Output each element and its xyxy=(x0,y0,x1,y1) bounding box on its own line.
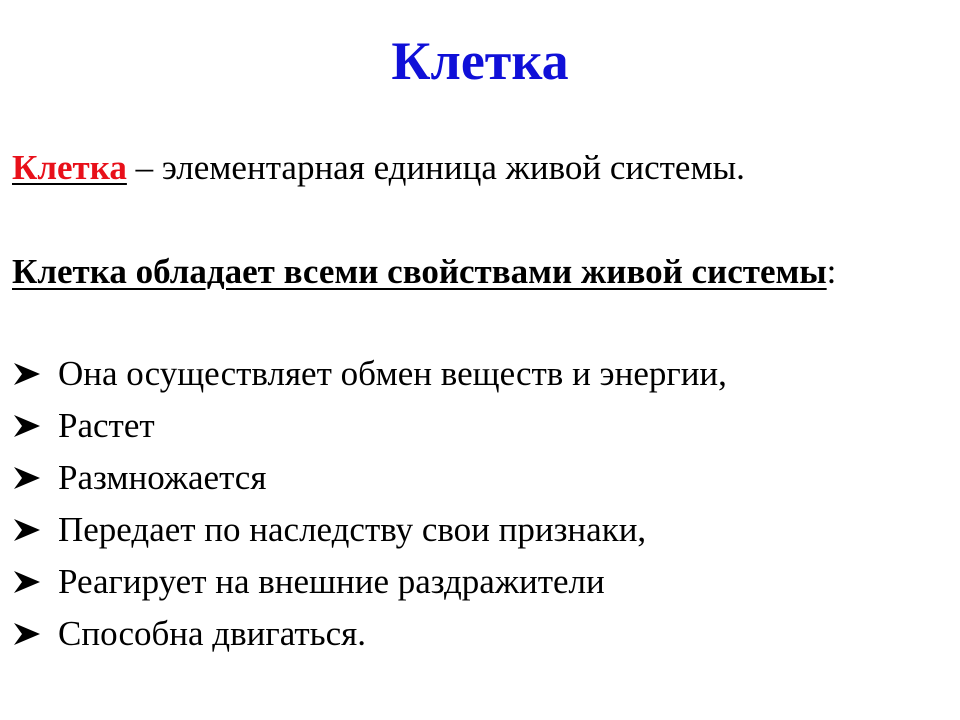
properties-heading-suffix: : xyxy=(826,252,837,291)
list-item-text: Передает по наследству свои признаки, xyxy=(58,510,647,549)
list-item xyxy=(12,348,942,400)
arrow-bullet-icon xyxy=(12,400,58,452)
properties-heading-text: Клетка обладает всеми свойствами живой системы xyxy=(12,252,827,291)
list-item-text: Она осуществляет обмен веществ и энергии, xyxy=(58,354,727,393)
list-item xyxy=(12,556,942,608)
definition-text: – элементарная единица живой системы. xyxy=(126,148,745,187)
list-item xyxy=(12,608,942,660)
definition xyxy=(12,144,952,192)
properties-heading xyxy=(12,246,942,298)
list-item-text: Растет xyxy=(58,406,155,445)
list-item xyxy=(12,504,942,556)
arrow-bullet-icon xyxy=(12,504,58,556)
list-item-text: Реагирует на внешние раздражители xyxy=(58,562,605,601)
list-item xyxy=(12,400,942,452)
list-item-text: Способна двигаться. xyxy=(58,614,366,653)
arrow-bullet-icon xyxy=(12,452,58,504)
properties-list xyxy=(12,348,942,660)
list-item xyxy=(12,452,942,504)
definition-term: Клетка xyxy=(12,148,127,187)
arrow-bullet-icon xyxy=(12,348,58,400)
list-item-text: Размножается xyxy=(58,458,267,497)
slide-title: Клетка xyxy=(391,31,569,91)
arrow-bullet-icon xyxy=(12,608,58,660)
arrow-bullet-icon xyxy=(12,556,58,608)
